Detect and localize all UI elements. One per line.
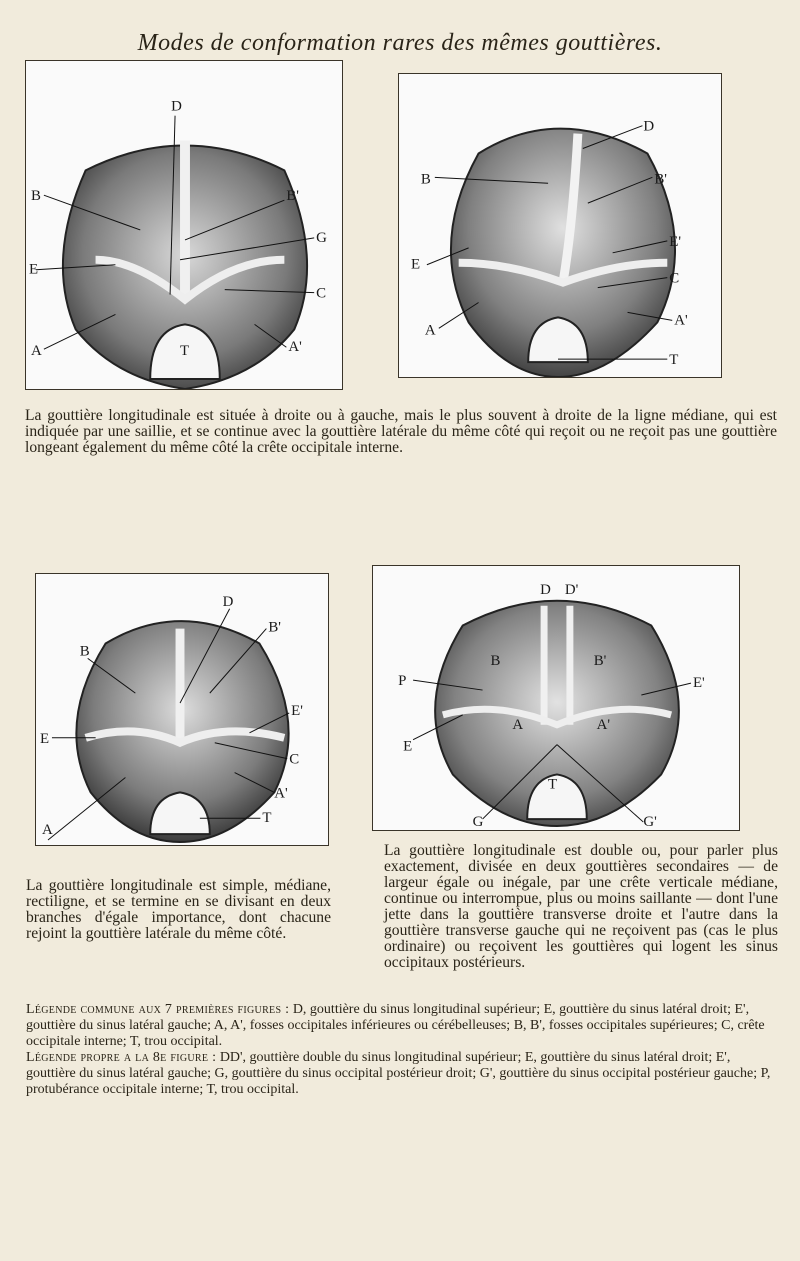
figure-4-skull-plate [372, 565, 740, 831]
fig2-label-B-prime: B' [654, 171, 668, 188]
fig2-label-A-prime: A' [674, 312, 688, 329]
fig4-label-D-prime: D' [564, 581, 579, 598]
fig1-label-A: A [30, 343, 42, 360]
fig4-label-D: D [540, 581, 551, 598]
fig3-label-E: E [40, 730, 50, 747]
legend-common [26, 1002, 776, 1050]
fig3-label-T: T [262, 810, 272, 827]
fig2-label-B: B [420, 171, 431, 188]
fig4-label-A: A [512, 716, 524, 733]
fig3-label-A: A [42, 822, 53, 839]
fig3-label-D: D [222, 593, 234, 610]
fig2-label-D: D [643, 118, 655, 135]
fig1-label-T: T [180, 343, 190, 360]
figure-2-drawing [399, 74, 721, 377]
figure-2-skull-plate [398, 73, 722, 378]
fig2-label-C: C [669, 270, 680, 287]
fig3-label-B: B [79, 643, 90, 660]
fig4-label-P: P [398, 673, 407, 690]
caption-top: La gouttière longitudinale est située à droite ou à gauche, mais le plus souvent à droite de la ligne médiane, qui est indiquée par une saillie, et se continue avec la gouttière latérale du même côté qui reçoit ou ne reçoit pas une gouttière longeant également du même côté la crête occipitale interne. [25, 407, 777, 456]
figure-1-skull-plate [25, 60, 343, 390]
fig4-label-G-prime: G' [643, 814, 657, 830]
fig1-label-E: E [28, 261, 39, 278]
fig4-label-B-prime: B' [593, 653, 607, 670]
fig4-label-E-prime: E' [692, 675, 705, 692]
caption-right: La gouttière longitudinale est double ou, pour parler plus exactement, divisée en deux gouttières secondaires — de largeur égale ou inégale, par une crête verticale médiane, continue ou interrompue, plus ou moins saillante — dont l'une jette dans la gouttière transverse droite et l'autre dans la gouttière transverse gauche qui ne reçoivent pas (cas le plus ordinaire) ou reçoivent les gouttières qui logent les sinus occipitaux postérieurs. [384, 842, 778, 971]
fig1-label-C: C [316, 285, 327, 302]
fig3-label-A-prime: A' [274, 785, 288, 802]
fig2-label-E-prime: E' [669, 233, 682, 250]
legend-common-text: D, gouttière du sinus longitudinal supérieur; E, gouttière du sinus latéral droit; E', gouttière du sinus latéral gauche; A, A', fosses occipitales inférieures ou cérébelleuses; B, B', fosses occipitales supérieures; C, crête occipitale interne; T, trou occipital. [26, 1002, 765, 1049]
fig4-label-E: E [403, 738, 413, 755]
legend-common-heading: Légende commune aux 7 premières figures : [26, 1002, 290, 1017]
page-title: Modes de conformation rares des mêmes gouttières. [137, 30, 663, 56]
fig4-label-T: T [548, 776, 558, 793]
fig2-label-A: A [424, 322, 436, 339]
figure-4-drawing [373, 566, 739, 830]
fig1-label-B-prime: B' [286, 188, 299, 205]
legend-fig8-text: DD', gouttière double du sinus longitudinal supérieur; E, gouttière du sinus latéral droit; E', gouttière du sinus latéral gauche; G, gouttière du sinus occipital postérieur droit; G', gouttière du sinus occipital postérieur gauche; P, protubérance occipitale interne; T, trou occipital. [26, 1050, 771, 1097]
fig1-label-B: B [30, 188, 41, 205]
fig1-label-A-prime: A' [288, 339, 302, 356]
fig4-label-G: G [472, 814, 484, 830]
fig4-label-B: B [490, 653, 501, 670]
fig1-label-D: D [171, 98, 182, 115]
fig1-label-G: G [316, 229, 327, 246]
fig3-label-C: C [289, 751, 300, 768]
legend-fig8 [26, 1050, 776, 1098]
figure-1-drawing [26, 61, 342, 389]
fig3-label-E-prime: E' [291, 702, 303, 719]
caption-left: La gouttière longitudinale est simple, médiane, rectiligne, et se termine en se divisant en deux branches d'égale importance, dont chacune rejoint la gouttière latérale du même côté. [26, 877, 331, 942]
figure-3-skull-plate [35, 573, 329, 846]
figure-3-drawing [36, 574, 328, 845]
fig4-label-A-prime: A' [596, 716, 611, 733]
fig3-label-B-prime: B' [268, 619, 281, 636]
fig2-label-T: T [669, 352, 679, 369]
legend-fig8-heading: Légende propre a la 8e figure : [26, 1050, 217, 1065]
fig2-label-E: E [410, 256, 421, 273]
